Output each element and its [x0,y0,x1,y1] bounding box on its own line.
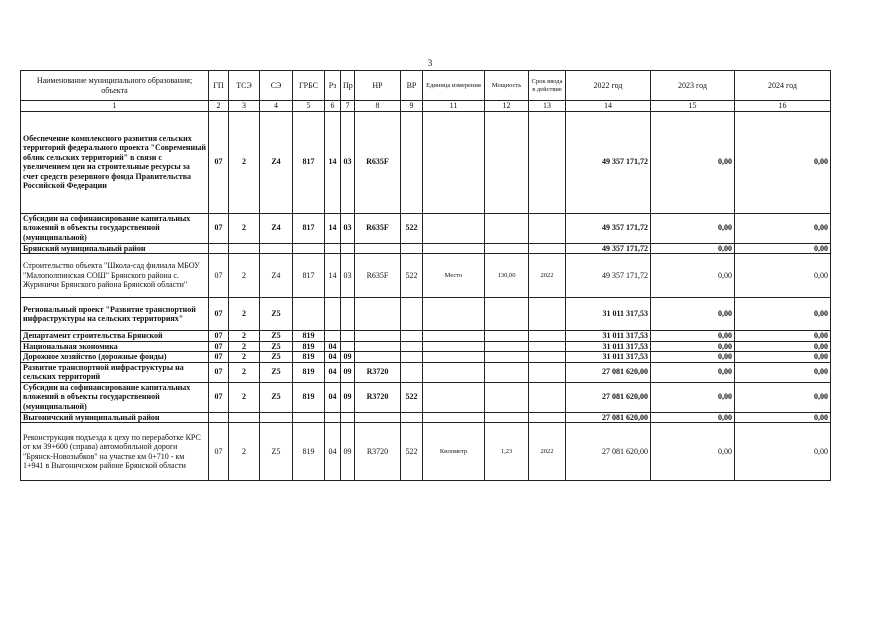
col-header-nr: НР [355,71,401,101]
table-cell: 819 [293,352,325,363]
table-row [21,412,831,423]
table-cell: 522 [401,382,423,412]
table-cell [401,331,423,342]
table-cell [293,412,325,423]
table-row [21,243,831,254]
table-cell: 0,00 [651,298,735,331]
table-row [21,331,831,342]
col-header-gp: ГП [209,71,229,101]
table-cell: Z5 [260,382,293,412]
table-cell: 07 [209,352,229,363]
table-cell [355,243,401,254]
col-number: 4 [260,101,293,112]
table-cell: 04 [325,352,341,363]
table-cell: 14 [325,111,341,213]
table-cell [229,412,260,423]
column-number-row [21,101,831,112]
col-number: 16 [735,101,831,112]
col-number: 9 [401,101,423,112]
col-number: 7 [341,101,355,112]
col-header-se: СЭ [260,71,293,101]
row-name-cell: Дорожное хозяйство (дорожные фонды) [21,352,209,363]
col-header-tse: ТСЭ [229,71,260,101]
row-name-cell: Региональный проект "Развитие транспортной инфраструктуры на сельских территориях" [21,298,209,331]
table-cell: 1,23 [485,423,529,481]
table-cell: 817 [293,213,325,243]
table-cell: 0,00 [735,423,831,481]
table-cell: 2 [229,298,260,331]
table-cell: 31 011 317,53 [566,341,651,352]
table-cell: 522 [401,254,423,298]
row-name-cell: Обеспечение комплексного развития сельских территорий федерального проекта "Современный облик сельских территорий" в связи с увеличением цен на строительные ресурсы за счет средств резервного фонда Правительства Российской Федерации [21,111,209,213]
table-cell: 2 [229,423,260,481]
col-header-capacity: Мощность [485,71,529,101]
table-cell [341,341,355,352]
table-cell: 27 081 620,00 [566,412,651,423]
table-cell: 07 [209,254,229,298]
table-row [21,298,831,331]
table-cell: Z5 [260,423,293,481]
table-cell [260,243,293,254]
table-cell [401,111,423,213]
col-number: 13 [529,101,566,112]
table-cell: R635F [355,213,401,243]
col-number: 8 [355,101,401,112]
table-cell: R635F [355,111,401,213]
col-header-2024: 2024 год [735,71,831,101]
table-cell: 819 [293,382,325,412]
table-cell: 130,00 [485,254,529,298]
table-cell [485,382,529,412]
table-cell [485,213,529,243]
header-row [21,71,831,101]
table-cell: 0,00 [735,331,831,342]
table-cell [341,331,355,342]
table-cell [423,412,485,423]
table-cell: 03 [341,254,355,298]
row-name-cell: Брянский муниципальный район [21,243,209,254]
table-cell [401,352,423,363]
table-cell [355,298,401,331]
table-cell: 0,00 [735,341,831,352]
col-number: 1 [21,101,209,112]
table-cell: 2 [229,331,260,342]
table-cell: 0,00 [651,111,735,213]
table-cell: R3720 [355,362,401,382]
col-header-name: Наименование муниципального образования; объекта [21,71,209,101]
table-cell: 27 081 620,00 [566,423,651,481]
table-cell [401,362,423,382]
table-cell [485,352,529,363]
row-name-cell: Департамент строительства Брянской [21,331,209,342]
table-cell: 04 [325,362,341,382]
table-cell [209,412,229,423]
col-number: 6 [325,101,341,112]
table-cell [423,331,485,342]
col-header-vr: ВР [401,71,423,101]
table-cell: 03 [341,111,355,213]
table-cell: 0,00 [651,352,735,363]
table-cell: 2 [229,362,260,382]
col-number: 15 [651,101,735,112]
table-row [21,382,831,412]
table-row [21,362,831,382]
table-cell [401,412,423,423]
table-cell: 2 [229,254,260,298]
row-name-cell: Национальная экономика [21,341,209,352]
table-cell: 07 [209,382,229,412]
table-cell [529,341,566,352]
col-number: 12 [485,101,529,112]
table-cell: Z4 [260,213,293,243]
table-cell: 819 [293,423,325,481]
table-cell [529,352,566,363]
table-cell [485,111,529,213]
table-cell: 0,00 [651,254,735,298]
table-cell [423,341,485,352]
table-cell: Z5 [260,362,293,382]
table-cell: 0,00 [651,362,735,382]
table-cell: 522 [401,423,423,481]
table-cell [529,382,566,412]
table-cell: 27 081 620,00 [566,382,651,412]
table-cell [529,213,566,243]
table-cell: Место [423,254,485,298]
table-cell [341,412,355,423]
table-cell: 0,00 [735,243,831,254]
col-number: 11 [423,101,485,112]
table-cell: 04 [325,341,341,352]
col-number: 3 [229,101,260,112]
table-cell [485,341,529,352]
table-cell: 49 357 171,72 [566,243,651,254]
table-cell: 2 [229,352,260,363]
table-cell: 31 011 317,53 [566,331,651,342]
table-cell [260,412,293,423]
table-cell [209,243,229,254]
table-cell [485,331,529,342]
row-name-cell: Строительство объекта "Школа-сад филиала МБОУ "Малополпинская СОШ" Брянского района с. Журиничи Брянского района Брянской области" [21,254,209,298]
table-cell [529,111,566,213]
table-row [21,213,831,243]
table-cell [423,298,485,331]
table-cell: 522 [401,213,423,243]
table-cell: 07 [209,331,229,342]
table-cell: 0,00 [735,352,831,363]
col-header-unit: Единица измерения [423,71,485,101]
table-row [21,341,831,352]
table-cell: Z4 [260,111,293,213]
table-row [21,111,831,213]
col-header-grbs: ГРБС [293,71,325,101]
table-cell [341,243,355,254]
col-header-rz: Рз [325,71,341,101]
table-cell [401,341,423,352]
table-cell [529,362,566,382]
page-number: 3 [427,58,433,68]
table-cell: 0,00 [651,341,735,352]
table-cell: 09 [341,362,355,382]
table-cell [325,412,341,423]
table-cell [325,298,341,331]
table-cell: 04 [325,423,341,481]
table-cell: R635F [355,254,401,298]
table-cell [355,341,401,352]
table-cell [293,243,325,254]
table-cell: 49 357 171,72 [566,254,651,298]
table-cell: 27 081 620,00 [566,362,651,382]
table-cell: 07 [209,213,229,243]
table-row [21,254,831,298]
table-cell: 03 [341,213,355,243]
table-cell: 2 [229,382,260,412]
table-cell [325,331,341,342]
table-cell: 0,00 [651,412,735,423]
table-cell [529,412,566,423]
col-number: 5 [293,101,325,112]
table-cell: 817 [293,254,325,298]
table-cell: 0,00 [651,382,735,412]
table-cell: 2 [229,213,260,243]
row-name-cell: Выгоничский муниципальный район [21,412,209,423]
table-cell: R3720 [355,382,401,412]
table-cell [423,352,485,363]
table-cell [423,111,485,213]
table-cell: 31 011 317,53 [566,352,651,363]
table-cell: 2022 [529,423,566,481]
col-number: 2 [209,101,229,112]
table-cell [529,331,566,342]
col-header-2023: 2023 год [651,71,735,101]
table-cell: 09 [341,382,355,412]
table-cell: 0,00 [735,412,831,423]
table-cell: 0,00 [735,254,831,298]
table-cell [355,331,401,342]
table-body [21,111,831,481]
col-header-2022: 2022 год [566,71,651,101]
table-cell: 09 [341,423,355,481]
table-cell: 07 [209,298,229,331]
table-cell: 0,00 [735,382,831,412]
table-cell: 14 [325,254,341,298]
row-name-cell: Развитие транспортной инфраструктуры на сельских территорий [21,362,209,382]
table-cell [423,362,485,382]
table-cell: 14 [325,213,341,243]
table-cell: Z5 [260,352,293,363]
table-cell: Километр [423,423,485,481]
table-cell [485,298,529,331]
table-cell [401,243,423,254]
table-cell: 09 [341,352,355,363]
table-row [21,352,831,363]
table-cell: 2022 [529,254,566,298]
col-header-term: Срок ввода в действие [529,71,566,101]
table-cell [229,243,260,254]
table-cell: 0,00 [735,213,831,243]
table-cell [529,298,566,331]
table-cell: 0,00 [735,111,831,213]
table-cell [485,243,529,254]
table-cell: 0,00 [735,362,831,382]
table-cell [485,362,529,382]
row-name-cell: Реконструкция подъезда к цеху по переработке КРС от км 39+600 (справа) автомобильной дороги "Брянск-Новозыбков" на участке км 0+710 - км 1+941 в Выгоничском районе Брянской области [21,423,209,481]
table-cell [529,243,566,254]
budget-table [20,70,831,481]
table-cell: 31 011 317,53 [566,298,651,331]
table-cell [341,298,355,331]
table-cell: 0,00 [651,423,735,481]
table-cell: 0,00 [735,298,831,331]
table-cell [423,382,485,412]
table-cell: 04 [325,382,341,412]
table-cell [485,412,529,423]
table-cell: Z5 [260,331,293,342]
row-name-cell: Субсидии на софинансирование капитальных вложений в объекты государственной (муниципальной) [21,382,209,412]
table-cell [355,412,401,423]
table-row [21,423,831,481]
table-cell [423,213,485,243]
table-cell: Z4 [260,254,293,298]
table-cell: 07 [209,362,229,382]
row-name-cell: Субсидии на софинансирование капитальных вложений в объекты государственной (муниципальной) [21,213,209,243]
col-number: 14 [566,101,651,112]
table-cell: 0,00 [651,331,735,342]
table-cell: 819 [293,362,325,382]
table-cell [401,298,423,331]
table-cell: 49 357 171,72 [566,213,651,243]
table-cell [355,352,401,363]
table-cell: 819 [293,341,325,352]
table-cell: 819 [293,331,325,342]
table-cell [423,243,485,254]
table-cell: Z5 [260,298,293,331]
table-cell: 07 [209,111,229,213]
table-cell: 817 [293,111,325,213]
table-cell: 0,00 [651,213,735,243]
table-cell: 0,00 [651,243,735,254]
table-cell: 49 357 171,72 [566,111,651,213]
table-cell [325,243,341,254]
table-cell [293,298,325,331]
table-cell: Z5 [260,341,293,352]
table-cell: R3720 [355,423,401,481]
table-cell: 07 [209,423,229,481]
table-cell: 2 [229,111,260,213]
col-header-pr: Пр [341,71,355,101]
table-cell: 2 [229,341,260,352]
table-cell: 07 [209,341,229,352]
